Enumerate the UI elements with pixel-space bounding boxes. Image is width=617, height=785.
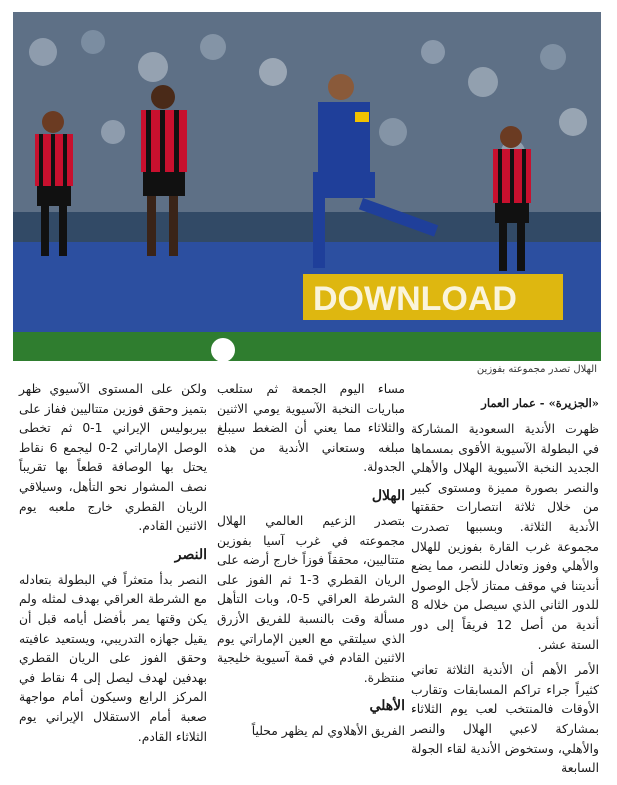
pitch: [13, 332, 601, 361]
section-heading-hilal: الهلال: [371, 487, 405, 504]
section-heading-nassr: النصر: [174, 546, 207, 563]
paragraph: الفريق الأهلاوي لم يظهر محلياً: [251, 724, 405, 739]
article-column-middle: [217, 380, 405, 748]
section-heading-ahli: الأهلي: [369, 698, 405, 715]
paragraph: الأمر الأهم أن الأندية الثلاثة تعاني كثيراً جراء تراكم المسابقات وتقارب الأوقات فالمنتخب لعب يوم الثلاثاء بمشاركة لاعبي الهلال والنصر والأهلي، وستخوض الأندية لقاء الجولة السابعة: [411, 663, 599, 776]
paragraph: مساء اليوم الجمعة ثم ستلعب مباريات النخبة الآسيوية يومي الاثنين والثلاثاء مما يعني أن الضغط سيبلغ مبلغه وستعاني الأندية من هذه الجدولة.: [217, 382, 405, 475]
ad-board-text: DOWNLOAD: [313, 280, 517, 318]
byline: «الجزيرة» - عمار العمار: [481, 396, 599, 410]
ball: [211, 338, 235, 361]
match-photo: [13, 12, 601, 361]
paragraph: ولكن على المستوى الآسيوي ظهر بتميز وحقق فوزين متتاليين ففاز على بيربوليس الإيراني 1-0 ثم تخطى الوصل الإماراتي 2-0 ليجمع 6 نقاط يحتل بها الوصافة قطعاً بها تقريباً نصف المشوار نحو التأهل، وسيلاقي الريان القطري خارج ملعبه يوم الاثنين القادم.: [19, 382, 207, 534]
paragraph: النصر بدأ متعثراً في البطولة بتعادله مع الشرطة العراقي بهدف لمثله ولم يكن وقتها يمر بأفضل أيامه قبل أن يقيل جهازه التدريبي، ويستعيد عافيته وحقق الفوز على الريان القطري بهدفين لهدف ليصل إلى 4 نقاط في المركز الرابع وسيكون أمام مواجهة صعبة أمام الاستقلال الإيراني يوم الثلاثاء القادم.: [19, 572, 207, 744]
article-column-right: [411, 420, 599, 785]
paragraph: ظهرت الأندية السعودية المشاركة في البطولة الآسيوية الأقوى بمسماها الجديد النخبة الآسيوية الهلال والأهلي والنصر بصورة مميزة ومستوى كبير من خلال ثلاثة انتصارات حققتها الأندية الثلاثة. وبسببها تصدرت مجموعة غرب القارة بفوزين للهلال والأهلي وفوز وتعادل للنصر، مما يضع أنديتنا في موقف ممتاز لأجل الوصول للدور الثاني الذي سيصل من خلاله 8 أندية من أصل 12 فريقاً إلى دور الستة عشر.: [411, 422, 600, 652]
match-photo-illustration: [13, 12, 601, 361]
photo-caption: الهلال تصدر مجموعته بفوزين: [476, 364, 597, 375]
article-column-left: [19, 380, 207, 753]
paragraph: بتصدر الزعيم العالمي الهلال مجموعته في غرب آسيا بفوزين متتاليين، محققاً فوزاً خارج أرضه على الريان القطري 3-1 ثم الفوز على الشرطة العراقي 5-0، وبات التأهل مسألة وقت بالنسبة للفريق الأزرق الذي سيلتقي مع العين الإماراتي يوم الاثنين القادم في قمة آسيوية خليجية منتظرة.: [217, 513, 405, 685]
